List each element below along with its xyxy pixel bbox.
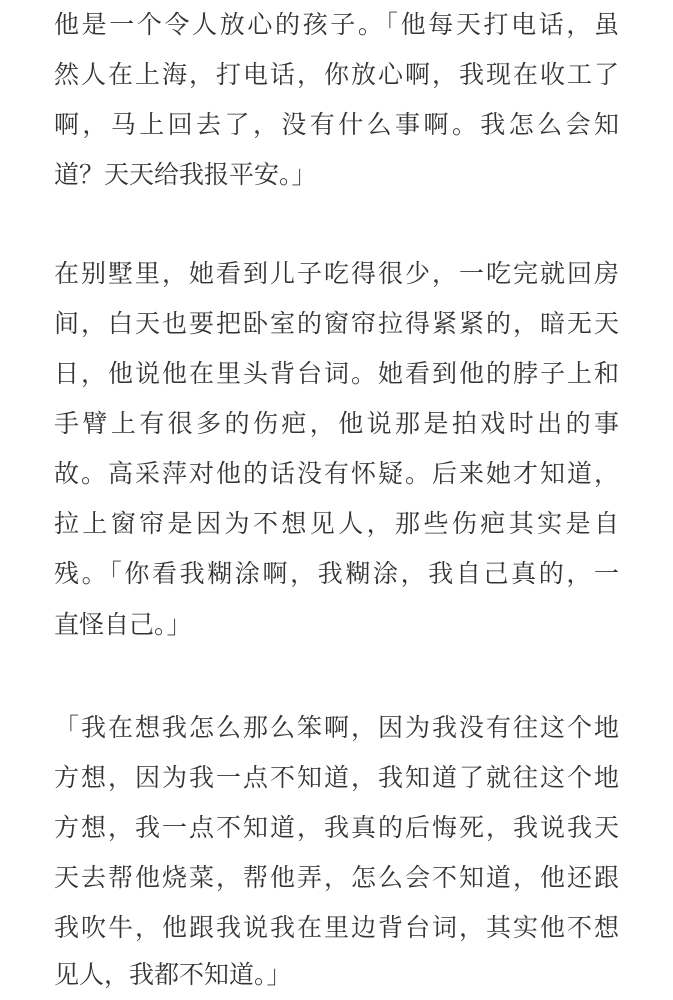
text-line: 拉上窗帘是因为不想见人，那些伤疤其实是自: [54, 509, 619, 538]
text-line: 见人，我都不知道。」: [54, 960, 292, 989]
text-line: 间，白天也要把卧室的窗帘拉得紧紧的，暗无天: [54, 309, 619, 338]
text-line: 啊，马上回去了，没有什么事啊。我怎么会知: [54, 110, 619, 139]
text-line: 他是一个令人放心的孩子。「他每天打电话，虽: [54, 10, 619, 39]
text-line: 然人在上海，打电话，你放心啊，我现在收工了: [54, 60, 619, 89]
text-line: 残。「你看我糊涂啊，我糊涂，我自己真的，一: [54, 559, 619, 588]
text-line: 直怪自己。」: [54, 610, 192, 639]
text-line: 天去帮他烧菜，帮他弄，怎么会不知道，他还跟: [54, 863, 619, 892]
text-line: 日，他说他在里头背台词。她看到他的脖子上和: [54, 359, 619, 388]
text-line: 故。高采萍对他的话没有怀疑。后来她才知道，: [54, 459, 619, 488]
text-line: 方想，因为我一点不知道，我知道了就往这个地: [54, 763, 619, 792]
text-line: 「我在想我怎么那么笨啊，因为我没有往这个地: [54, 713, 619, 742]
text-line: 在别墅里，她看到儿子吃得很少，一吃完就回房: [54, 259, 619, 288]
text-line: 道？天天给我报平安。」: [54, 160, 317, 189]
text-line: 我吹牛，他跟我说我在里边背台词，其实他不想: [54, 913, 619, 942]
text-line: 手臂上有很多的伤疤，他说那是拍戏时出的事: [54, 409, 619, 438]
text-line: 方想，我一点不知道，我真的后悔死，我说我天: [54, 813, 619, 842]
